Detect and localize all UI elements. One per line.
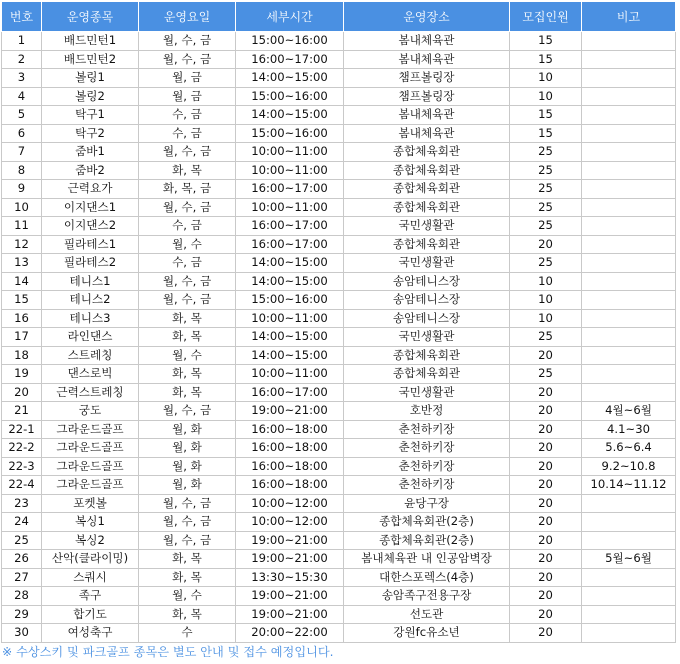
cell-number: 23 — [2, 494, 42, 513]
cell-days: 월, 화 — [139, 457, 236, 476]
cell-number: 5 — [2, 106, 42, 125]
cell-location: 송암테니스장 — [344, 309, 510, 328]
cell-program: 이지댄스2 — [42, 217, 139, 236]
cell-program: 테니스3 — [42, 309, 139, 328]
cell-location: 대한스포렉스(4층) — [344, 568, 510, 587]
table-row — [2, 383, 676, 402]
cell-program: 근력요가 — [42, 180, 139, 199]
cell-days: 월, 화 — [139, 439, 236, 458]
cell-remarks — [582, 328, 676, 347]
cell-program: 이지댄스1 — [42, 198, 139, 217]
cell-location: 종합체육회관 — [344, 235, 510, 254]
cell-capacity: 20 — [510, 513, 582, 532]
cell-location: 종합체육회관 — [344, 143, 510, 162]
cell-number: 22-3 — [2, 457, 42, 476]
cell-program: 필라테스2 — [42, 254, 139, 273]
cell-number: 6 — [2, 124, 42, 143]
table-row — [2, 568, 676, 587]
cell-remarks — [582, 161, 676, 180]
cell-number: 1 — [2, 32, 42, 51]
table-row — [2, 69, 676, 88]
cell-program: 필라테스1 — [42, 235, 139, 254]
cell-time: 15:00~16:00 — [236, 32, 344, 51]
cell-days: 월, 수, 금 — [139, 32, 236, 51]
cell-program: 배드민턴1 — [42, 32, 139, 51]
cell-time: 10:00~11:00 — [236, 309, 344, 328]
cell-remarks — [582, 624, 676, 643]
table-row — [2, 402, 676, 421]
cell-time: 16:00~18:00 — [236, 457, 344, 476]
cell-location: 봄내체육관 내 인공암벽장 — [344, 550, 510, 569]
cell-program: 복싱1 — [42, 513, 139, 532]
cell-capacity: 20 — [510, 346, 582, 365]
cell-number: 18 — [2, 346, 42, 365]
cell-program: 스트레칭 — [42, 346, 139, 365]
cell-number: 26 — [2, 550, 42, 569]
cell-program: 댄스로빅 — [42, 365, 139, 384]
cell-number: 24 — [2, 513, 42, 532]
cell-days: 화, 목 — [139, 328, 236, 347]
table-row — [2, 198, 676, 217]
cell-capacity: 20 — [510, 235, 582, 254]
cell-program: 족구 — [42, 587, 139, 606]
cell-location: 봄내체육관 — [344, 50, 510, 69]
cell-location: 송암테니스장 — [344, 272, 510, 291]
table-row — [2, 161, 676, 180]
cell-remarks — [582, 180, 676, 199]
cell-capacity: 25 — [510, 365, 582, 384]
cell-capacity: 20 — [510, 568, 582, 587]
cell-days: 월, 수, 금 — [139, 291, 236, 310]
cell-time: 19:00~21:00 — [236, 531, 344, 550]
table-body — [2, 32, 676, 643]
cell-number: 20 — [2, 383, 42, 402]
cell-capacity: 20 — [510, 587, 582, 606]
cell-number: 19 — [2, 365, 42, 384]
cell-program: 합기도 — [42, 605, 139, 624]
cell-time: 14:00~15:00 — [236, 272, 344, 291]
cell-time: 10:00~11:00 — [236, 143, 344, 162]
cell-remarks — [582, 106, 676, 125]
cell-days: 월, 수, 금 — [139, 50, 236, 69]
cell-remarks — [582, 217, 676, 236]
cell-location: 종합체육회관 — [344, 198, 510, 217]
cell-number: 21 — [2, 402, 42, 421]
cell-program: 스쿼시 — [42, 568, 139, 587]
cell-number: 28 — [2, 587, 42, 606]
cell-program: 볼링1 — [42, 69, 139, 88]
cell-remarks: 9.2~10.8 — [582, 457, 676, 476]
cell-location: 춘천하키장 — [344, 439, 510, 458]
cell-location: 송암족구전용구장 — [344, 587, 510, 606]
cell-location: 국민생활관 — [344, 328, 510, 347]
cell-location: 종합체육회관(2층) — [344, 513, 510, 532]
header-location: 운영장소 — [344, 2, 510, 32]
cell-number: 14 — [2, 272, 42, 291]
table-row — [2, 32, 676, 51]
schedule-table — [1, 1, 676, 643]
header-program: 운영종목 — [42, 2, 139, 32]
cell-time: 19:00~21:00 — [236, 402, 344, 421]
cell-location: 춘천하키장 — [344, 420, 510, 439]
cell-time: 20:00~22:00 — [236, 624, 344, 643]
cell-number: 22-4 — [2, 476, 42, 495]
cell-remarks: 5.6~6.4 — [582, 439, 676, 458]
cell-capacity: 25 — [510, 328, 582, 347]
cell-number: 8 — [2, 161, 42, 180]
cell-remarks — [582, 124, 676, 143]
table-row — [2, 180, 676, 199]
cell-program: 테니스1 — [42, 272, 139, 291]
cell-remarks — [582, 494, 676, 513]
cell-days: 수, 금 — [139, 217, 236, 236]
cell-time: 19:00~21:00 — [236, 550, 344, 569]
cell-location: 봄내체육관 — [344, 32, 510, 51]
cell-capacity: 25 — [510, 180, 582, 199]
table-row — [2, 365, 676, 384]
cell-capacity: 15 — [510, 106, 582, 125]
cell-location: 춘천하키장 — [344, 457, 510, 476]
cell-program: 포켓볼 — [42, 494, 139, 513]
cell-number: 22-2 — [2, 439, 42, 458]
table-row — [2, 439, 676, 458]
cell-time: 16:00~17:00 — [236, 235, 344, 254]
table-row — [2, 328, 676, 347]
cell-capacity: 10 — [510, 272, 582, 291]
cell-days: 월, 수, 금 — [139, 198, 236, 217]
cell-capacity: 20 — [510, 531, 582, 550]
cell-capacity: 20 — [510, 550, 582, 569]
cell-remarks — [582, 69, 676, 88]
cell-remarks — [582, 87, 676, 106]
table-row — [2, 476, 676, 495]
table-row — [2, 513, 676, 532]
cell-remarks — [582, 50, 676, 69]
cell-remarks — [582, 531, 676, 550]
cell-capacity: 20 — [510, 476, 582, 495]
table-row — [2, 605, 676, 624]
cell-days: 화, 목, 금 — [139, 180, 236, 199]
cell-capacity: 10 — [510, 87, 582, 106]
cell-capacity: 20 — [510, 439, 582, 458]
cell-time: 16:00~17:00 — [236, 50, 344, 69]
cell-days: 화, 목 — [139, 309, 236, 328]
cell-time: 16:00~17:00 — [236, 383, 344, 402]
cell-remarks — [582, 346, 676, 365]
cell-program: 그라운드골프 — [42, 439, 139, 458]
cell-program: 라인댄스 — [42, 328, 139, 347]
table-row — [2, 346, 676, 365]
cell-capacity: 25 — [510, 217, 582, 236]
cell-time: 14:00~15:00 — [236, 346, 344, 365]
cell-program: 그라운드골프 — [42, 476, 139, 495]
cell-days: 화, 목 — [139, 365, 236, 384]
cell-location: 선도관 — [344, 605, 510, 624]
table-row — [2, 50, 676, 69]
table-row — [2, 106, 676, 125]
cell-program: 테니스2 — [42, 291, 139, 310]
cell-capacity: 20 — [510, 402, 582, 421]
cell-days: 월, 수, 금 — [139, 402, 236, 421]
cell-number: 25 — [2, 531, 42, 550]
cell-number: 9 — [2, 180, 42, 199]
cell-location: 국민생활관 — [344, 383, 510, 402]
cell-number: 27 — [2, 568, 42, 587]
table-row — [2, 624, 676, 643]
cell-program: 탁구1 — [42, 106, 139, 125]
table-row — [2, 550, 676, 569]
cell-program: 궁도 — [42, 402, 139, 421]
cell-remarks — [582, 235, 676, 254]
table-row — [2, 494, 676, 513]
cell-days: 수, 금 — [139, 254, 236, 273]
cell-location: 윤당구장 — [344, 494, 510, 513]
table-row — [2, 143, 676, 162]
cell-capacity: 10 — [510, 309, 582, 328]
cell-days: 월, 화 — [139, 420, 236, 439]
cell-time: 15:00~16:00 — [236, 291, 344, 310]
cell-remarks — [582, 254, 676, 273]
cell-time: 16:00~18:00 — [236, 439, 344, 458]
cell-number: 7 — [2, 143, 42, 162]
cell-days: 월, 금 — [139, 87, 236, 106]
table-row — [2, 124, 676, 143]
cell-capacity: 25 — [510, 254, 582, 273]
cell-program: 줌바2 — [42, 161, 139, 180]
cell-remarks: 4월~6월 — [582, 402, 676, 421]
cell-remarks — [582, 309, 676, 328]
cell-remarks — [582, 605, 676, 624]
cell-program: 여성축구 — [42, 624, 139, 643]
cell-time: 14:00~15:00 — [236, 254, 344, 273]
header-days: 운영요일 — [139, 2, 236, 32]
cell-number: 29 — [2, 605, 42, 624]
cell-days: 화, 목 — [139, 161, 236, 180]
cell-program: 근력스트레칭 — [42, 383, 139, 402]
cell-number: 16 — [2, 309, 42, 328]
cell-capacity: 25 — [510, 143, 582, 162]
table-row — [2, 457, 676, 476]
cell-capacity: 15 — [510, 50, 582, 69]
cell-time: 15:00~16:00 — [236, 124, 344, 143]
cell-location: 봄내체육관 — [344, 124, 510, 143]
cell-number: 3 — [2, 69, 42, 88]
cell-days: 수 — [139, 624, 236, 643]
table-row — [2, 272, 676, 291]
cell-remarks — [582, 513, 676, 532]
cell-program: 줌바1 — [42, 143, 139, 162]
cell-days: 월, 금 — [139, 69, 236, 88]
cell-days: 월, 화 — [139, 476, 236, 495]
table-row — [2, 254, 676, 273]
cell-remarks: 5월~6월 — [582, 550, 676, 569]
cell-program: 산악(클라이밍) — [42, 550, 139, 569]
cell-capacity: 20 — [510, 420, 582, 439]
cell-capacity: 20 — [510, 457, 582, 476]
cell-number: 13 — [2, 254, 42, 273]
cell-days: 월, 수 — [139, 346, 236, 365]
cell-capacity: 10 — [510, 69, 582, 88]
cell-time: 14:00~15:00 — [236, 69, 344, 88]
cell-location: 챔프볼링장 — [344, 87, 510, 106]
cell-location: 춘천하키장 — [344, 476, 510, 495]
cell-time: 16:00~17:00 — [236, 217, 344, 236]
cell-location: 종합체육회관 — [344, 346, 510, 365]
cell-days: 화, 목 — [139, 550, 236, 569]
cell-number: 17 — [2, 328, 42, 347]
cell-capacity: 20 — [510, 383, 582, 402]
cell-remarks — [582, 198, 676, 217]
cell-remarks — [582, 365, 676, 384]
cell-capacity: 25 — [510, 161, 582, 180]
cell-location: 종합체육회관 — [344, 365, 510, 384]
header-capacity: 모집인원 — [510, 2, 582, 32]
cell-number: 4 — [2, 87, 42, 106]
cell-location: 국민생활관 — [344, 254, 510, 273]
cell-number: 22-1 — [2, 420, 42, 439]
cell-days: 화, 목 — [139, 568, 236, 587]
table-row — [2, 309, 676, 328]
header-number: 번호 — [2, 2, 42, 32]
cell-location: 봄내체육관 — [344, 106, 510, 125]
cell-remarks: 4.1~30 — [582, 420, 676, 439]
cell-program: 탁구2 — [42, 124, 139, 143]
cell-location: 종합체육회관 — [344, 180, 510, 199]
cell-remarks — [582, 272, 676, 291]
table-row — [2, 235, 676, 254]
cell-time: 10:00~11:00 — [236, 161, 344, 180]
cell-days: 화, 목 — [139, 383, 236, 402]
cell-number: 30 — [2, 624, 42, 643]
cell-capacity: 10 — [510, 291, 582, 310]
cell-time: 10:00~12:00 — [236, 494, 344, 513]
table-row — [2, 217, 676, 236]
cell-remarks — [582, 291, 676, 310]
cell-time: 14:00~15:00 — [236, 328, 344, 347]
cell-capacity: 25 — [510, 198, 582, 217]
cell-time: 10:00~11:00 — [236, 365, 344, 384]
cell-program: 그라운드골프 — [42, 420, 139, 439]
cell-time: 10:00~11:00 — [236, 198, 344, 217]
table-row — [2, 87, 676, 106]
cell-days: 수, 금 — [139, 106, 236, 125]
cell-number: 10 — [2, 198, 42, 217]
cell-location: 종합체육회관 — [344, 161, 510, 180]
cell-capacity: 20 — [510, 624, 582, 643]
cell-number: 11 — [2, 217, 42, 236]
header-remarks: 비고 — [582, 2, 676, 32]
cell-remarks — [582, 383, 676, 402]
cell-days: 월, 수 — [139, 235, 236, 254]
cell-time: 13:30~15:30 — [236, 568, 344, 587]
header-time: 세부시간 — [236, 2, 344, 32]
cell-location: 국민생활관 — [344, 217, 510, 236]
table-row — [2, 291, 676, 310]
footnote: ※ 수상스키 및 파크골프 종목은 별도 안내 및 접수 예정입니다. — [2, 645, 334, 659]
cell-program: 복싱2 — [42, 531, 139, 550]
cell-remarks — [582, 143, 676, 162]
cell-number: 2 — [2, 50, 42, 69]
cell-program: 볼링2 — [42, 87, 139, 106]
cell-time: 16:00~18:00 — [236, 476, 344, 495]
cell-remarks — [582, 568, 676, 587]
cell-location: 종합체육회관(2층) — [344, 531, 510, 550]
cell-number: 12 — [2, 235, 42, 254]
cell-program: 그라운드골프 — [42, 457, 139, 476]
cell-days: 월, 수, 금 — [139, 272, 236, 291]
cell-capacity: 20 — [510, 605, 582, 624]
cell-number: 15 — [2, 291, 42, 310]
cell-capacity: 15 — [510, 124, 582, 143]
cell-time: 10:00~12:00 — [236, 513, 344, 532]
cell-time: 19:00~21:00 — [236, 587, 344, 606]
cell-remarks — [582, 587, 676, 606]
cell-location: 챔프볼링장 — [344, 69, 510, 88]
cell-days: 월, 수, 금 — [139, 494, 236, 513]
cell-capacity: 15 — [510, 32, 582, 51]
cell-remarks: 10.14~11.12 — [582, 476, 676, 495]
cell-time: 14:00~15:00 — [236, 106, 344, 125]
table-row — [2, 420, 676, 439]
cell-days: 수, 금 — [139, 124, 236, 143]
cell-time: 19:00~21:00 — [236, 605, 344, 624]
cell-time: 16:00~17:00 — [236, 180, 344, 199]
cell-location: 강원fc유소년 — [344, 624, 510, 643]
cell-remarks — [582, 32, 676, 51]
cell-days: 화, 목 — [139, 605, 236, 624]
cell-days: 월, 수 — [139, 587, 236, 606]
table-header-row — [2, 2, 676, 32]
cell-capacity: 20 — [510, 494, 582, 513]
cell-days: 월, 수, 금 — [139, 513, 236, 532]
cell-days: 월, 수, 금 — [139, 143, 236, 162]
cell-location: 송암테니스장 — [344, 291, 510, 310]
cell-days: 월, 수, 금 — [139, 531, 236, 550]
table-row — [2, 531, 676, 550]
cell-program: 배드민턴2 — [42, 50, 139, 69]
table-row — [2, 587, 676, 606]
cell-time: 15:00~16:00 — [236, 87, 344, 106]
cell-location: 호반정 — [344, 402, 510, 421]
cell-time: 16:00~18:00 — [236, 420, 344, 439]
